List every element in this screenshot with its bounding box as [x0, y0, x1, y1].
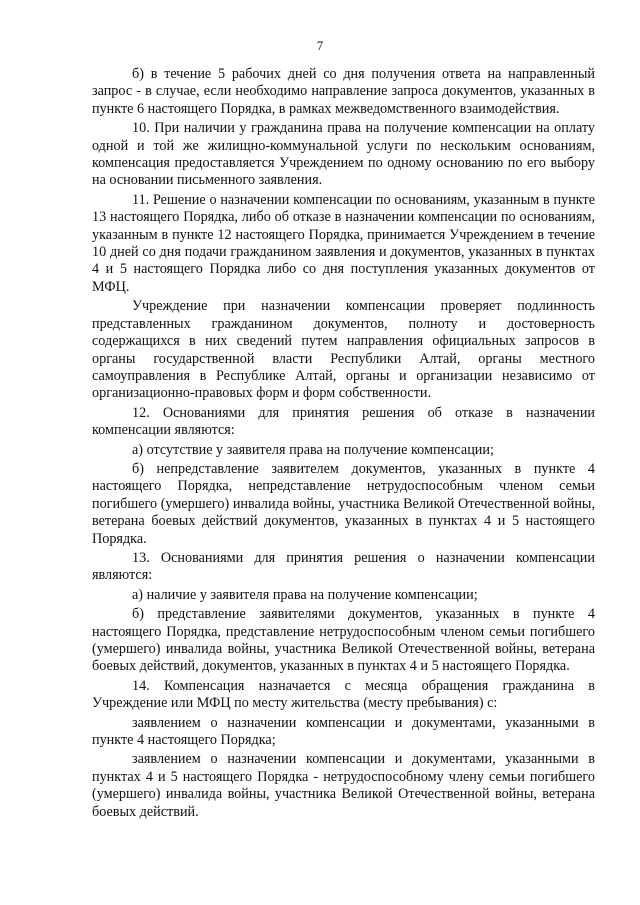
page-number: 7: [316, 38, 324, 53]
paragraph-13: 13. Основаниями для принятия решения о назначении компенсации являются:: [92, 549, 595, 584]
paragraph-14-item-1: заявлением о назначении компенсации и документами, указанными в пункте 4 настоящего Порядка;: [92, 714, 595, 749]
paragraph-12a: а) отсутствие у заявителя права на получение компенсации;: [132, 441, 494, 458]
paragraph-14: 14. Компенсация назначается с месяца обращения гражданина в Учреждение или МФЦ по месту жительства (месту пребывания) с:: [92, 677, 595, 712]
paragraph-11-verification: Учреждение при назначении компенсации проверяет подлинность представленных гражданином документов, полноту и достоверность содержащихся в них сведений путем направления официальных запросов в органы государственной власти Республики Алтай, органы местного самоуправления в Республике Алтай, органы и организации независимо от организационно-правовых форм и форм собственности.: [92, 298, 595, 402]
paragraph-9b: б) в течение 5 рабочих дней со дня получения ответа на направленный запрос - в случае, если необходимо направление запроса документов, указанных в пункте 6 настоящего Порядка, в рамках межведомственного взаимодействия.: [92, 66, 595, 117]
document-body: [92, 66, 595, 821]
paragraph-14-item-2: заявлением о назначении компенсации и документами, указанными в пунктах 4 и 5 настоящего Порядка - нетрудоспособному члену семьи погибшего (умершего) инвалида войны, участника Великой Отечественной войны, ветерана боевых действий.: [92, 751, 595, 820]
paragraph-12b: б) непредставление заявителем документов, указанных в пункте 4 настоящего Порядка, непредставление нетрудоспособным членом семьи погибшего (умершего) инвалида войны, участника Великой Отечественной войны, ветерана боевых действий документов, указанных в пунктах 4 и 5 настоящего Порядка.: [92, 460, 595, 547]
paragraph-12: 12. Основаниями для принятия решения об отказе в назначении компенсации являются:: [92, 404, 595, 439]
paragraph-11: 11. Решение о назначении компенсации по основаниям, указанным в пункте 13 настоящего Порядка, либо об отказе в назначении компенсации по основаниям, указанным в пункте 12 настоящего Порядка, принимается Учреждением в течение 10 дней со дня подачи гражданином заявления и документов, указанных в пунктах 4 и 5 настоящего Порядка либо со дня поступления указанных документов от МФЦ.: [92, 191, 595, 295]
paragraph-13a: а) наличие у заявителя права на получение компенсации;: [132, 586, 478, 603]
paragraph-10: 10. При наличии у гражданина права на получение компенсации на оплату одной и той же жилищно-коммунальной услуги по нескольким основаниям, компенсация предоставляется Учреждением по одному основанию по его выбору на основании письменного заявления.: [92, 120, 595, 189]
paragraph-13b: б) представление заявителями документов, указанных в пункте 4 настоящего Порядка, представление нетрудоспособным членом семьи погибшего (умершего) инвалида войны, участника Великой Отечественной войны, ветерана боевых действий, документов, указанных в пунктах 4 и 5 настоящего Порядка.: [92, 606, 595, 675]
